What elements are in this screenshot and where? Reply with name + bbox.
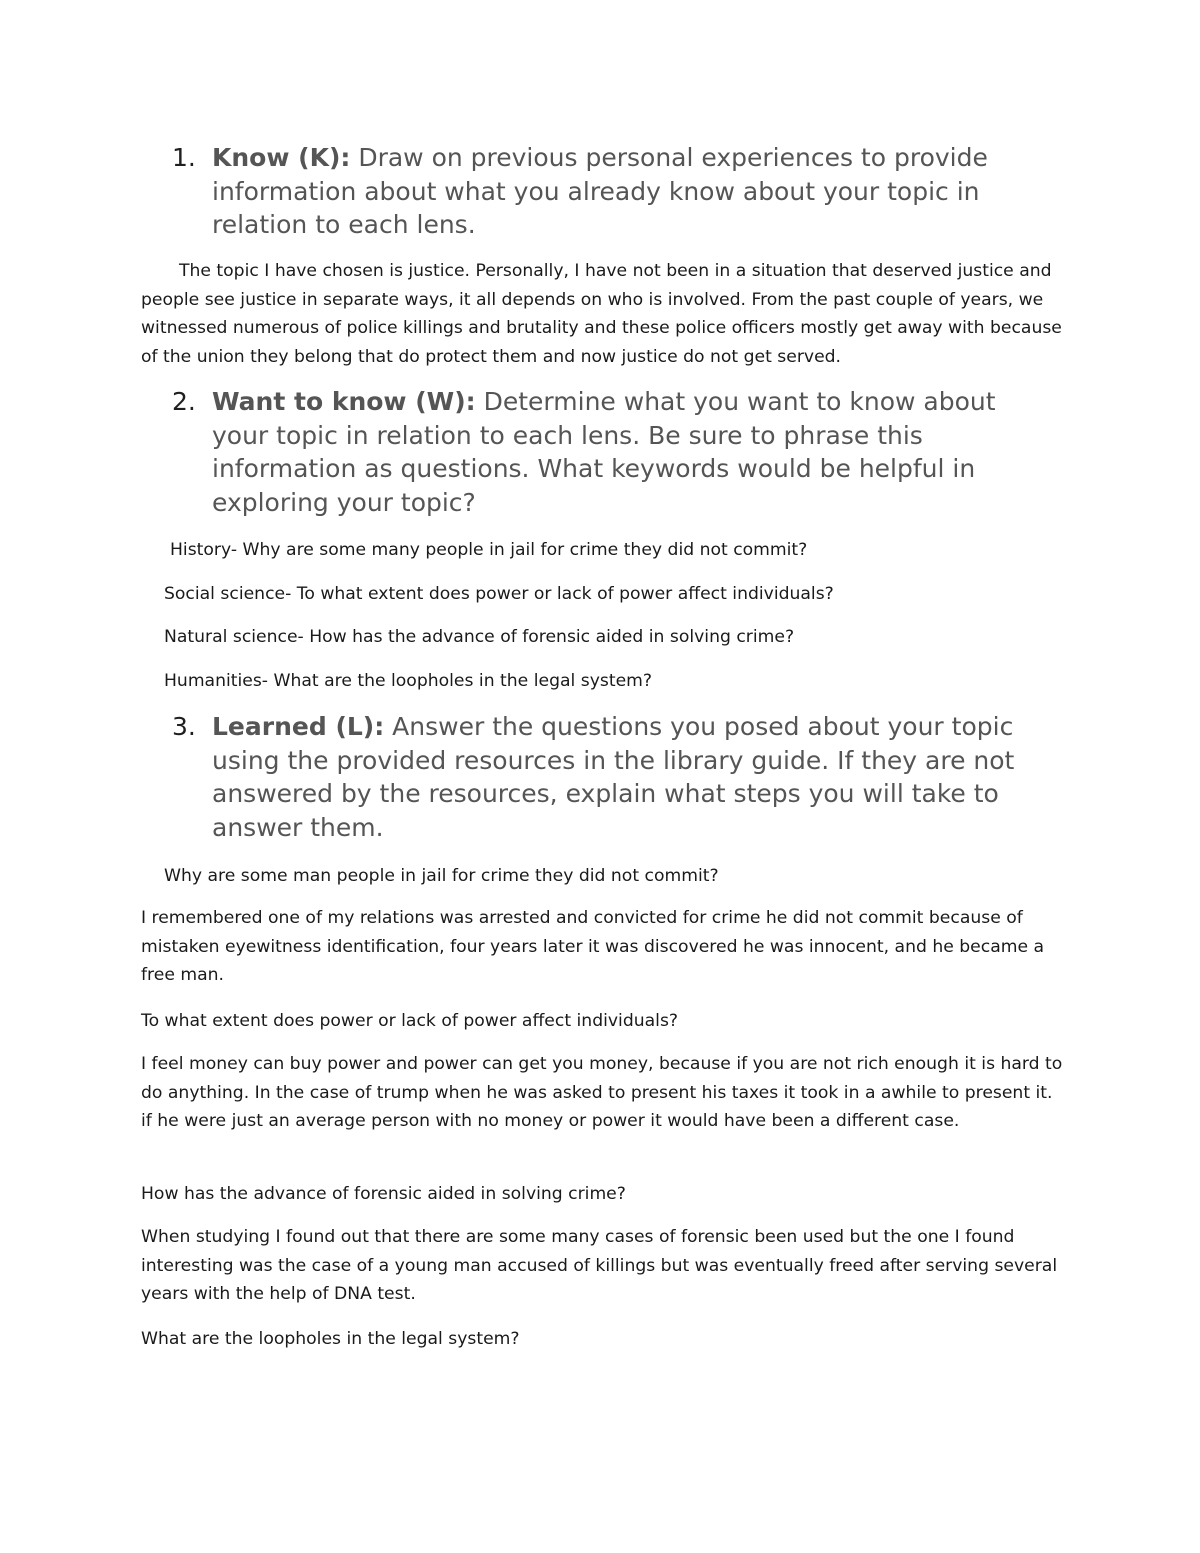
section-heading-know: [172, 141, 1052, 242]
learned-question-4: What are the loopholes in the legal system?: [141, 1329, 520, 1349]
section-number: 2.: [172, 387, 196, 416]
section-instructions: Draw on previous personal experiences to provide information about what you already know about your topic in relation to each lens.: [212, 143, 988, 239]
learned-answer-2: I feel money can buy power and power can get you money, because if you are not rich enough it is hard to do anything. In the case of trump when he was asked to present his taxes it took in a awhile to present it. if he were just an average person with no money or power it would have been a different case.: [141, 1054, 1063, 1131]
learned-question-1: Why are some man people in jail for crime they did not commit?: [164, 866, 719, 886]
section-label: Know (K):: [212, 143, 351, 172]
know-paragraph: The topic I have chosen is justice. Personally, I have not been in a situation that deserved justice and people see justice in separate ways, it all depends on who is involved. From the past couple of years, we witnessed numerous of police killings and brutality and these police officers mostly get away with because of the union they belong that do protect them and now justice do not get served.: [141, 261, 1062, 367]
learned-answer-1: I remembered one of my relations was arrested and convicted for crime he did not commit because of mistaken eyewitness identification, four years later it was discovered he was innocent, and he became a free man.: [141, 908, 1045, 985]
section-instructions: Determine what you want to know about your topic in relation to each lens. Be sure to phrase this information as questions. What keywords would be helpful in exploring your topic?: [212, 387, 996, 517]
section-instructions: Answer the questions you posed about your topic using the provided resources in the library guide. If they are not answered by the resources, explain what steps you will take to answer them.: [212, 712, 1015, 842]
section-heading-want: [172, 385, 1052, 519]
section-label: Learned (L):: [212, 712, 385, 741]
want-question-history: History- Why are some many people in jail for crime they did not commit?: [170, 540, 808, 560]
section-heading-text: [212, 385, 1052, 519]
section-heading-text: [212, 710, 1052, 844]
want-question-social-science: Social science- To what extent does power or lack of power affect individuals?: [164, 584, 834, 604]
learned-question-3: How has the advance of forensic aided in solving crime?: [141, 1184, 626, 1204]
learned-question-2: To what extent does power or lack of power affect individuals?: [141, 1011, 679, 1031]
section-number: 3.: [172, 712, 196, 741]
section-heading-learned: [172, 710, 1052, 844]
section-number: 1.: [172, 143, 196, 172]
learned-answer-3: When studying I found out that there are some many cases of forensic been used but the one I found interesting was the case of a young man accused of killings but was eventually freed after serving several years with the help of DNA test.: [141, 1227, 1058, 1304]
section-heading-text: [212, 141, 1052, 242]
want-question-natural-science: Natural science- How has the advance of forensic aided in solving crime?: [164, 627, 795, 647]
section-label: Want to know (W):: [212, 387, 476, 416]
want-question-humanities: Humanities- What are the loopholes in the legal system?: [164, 671, 653, 691]
